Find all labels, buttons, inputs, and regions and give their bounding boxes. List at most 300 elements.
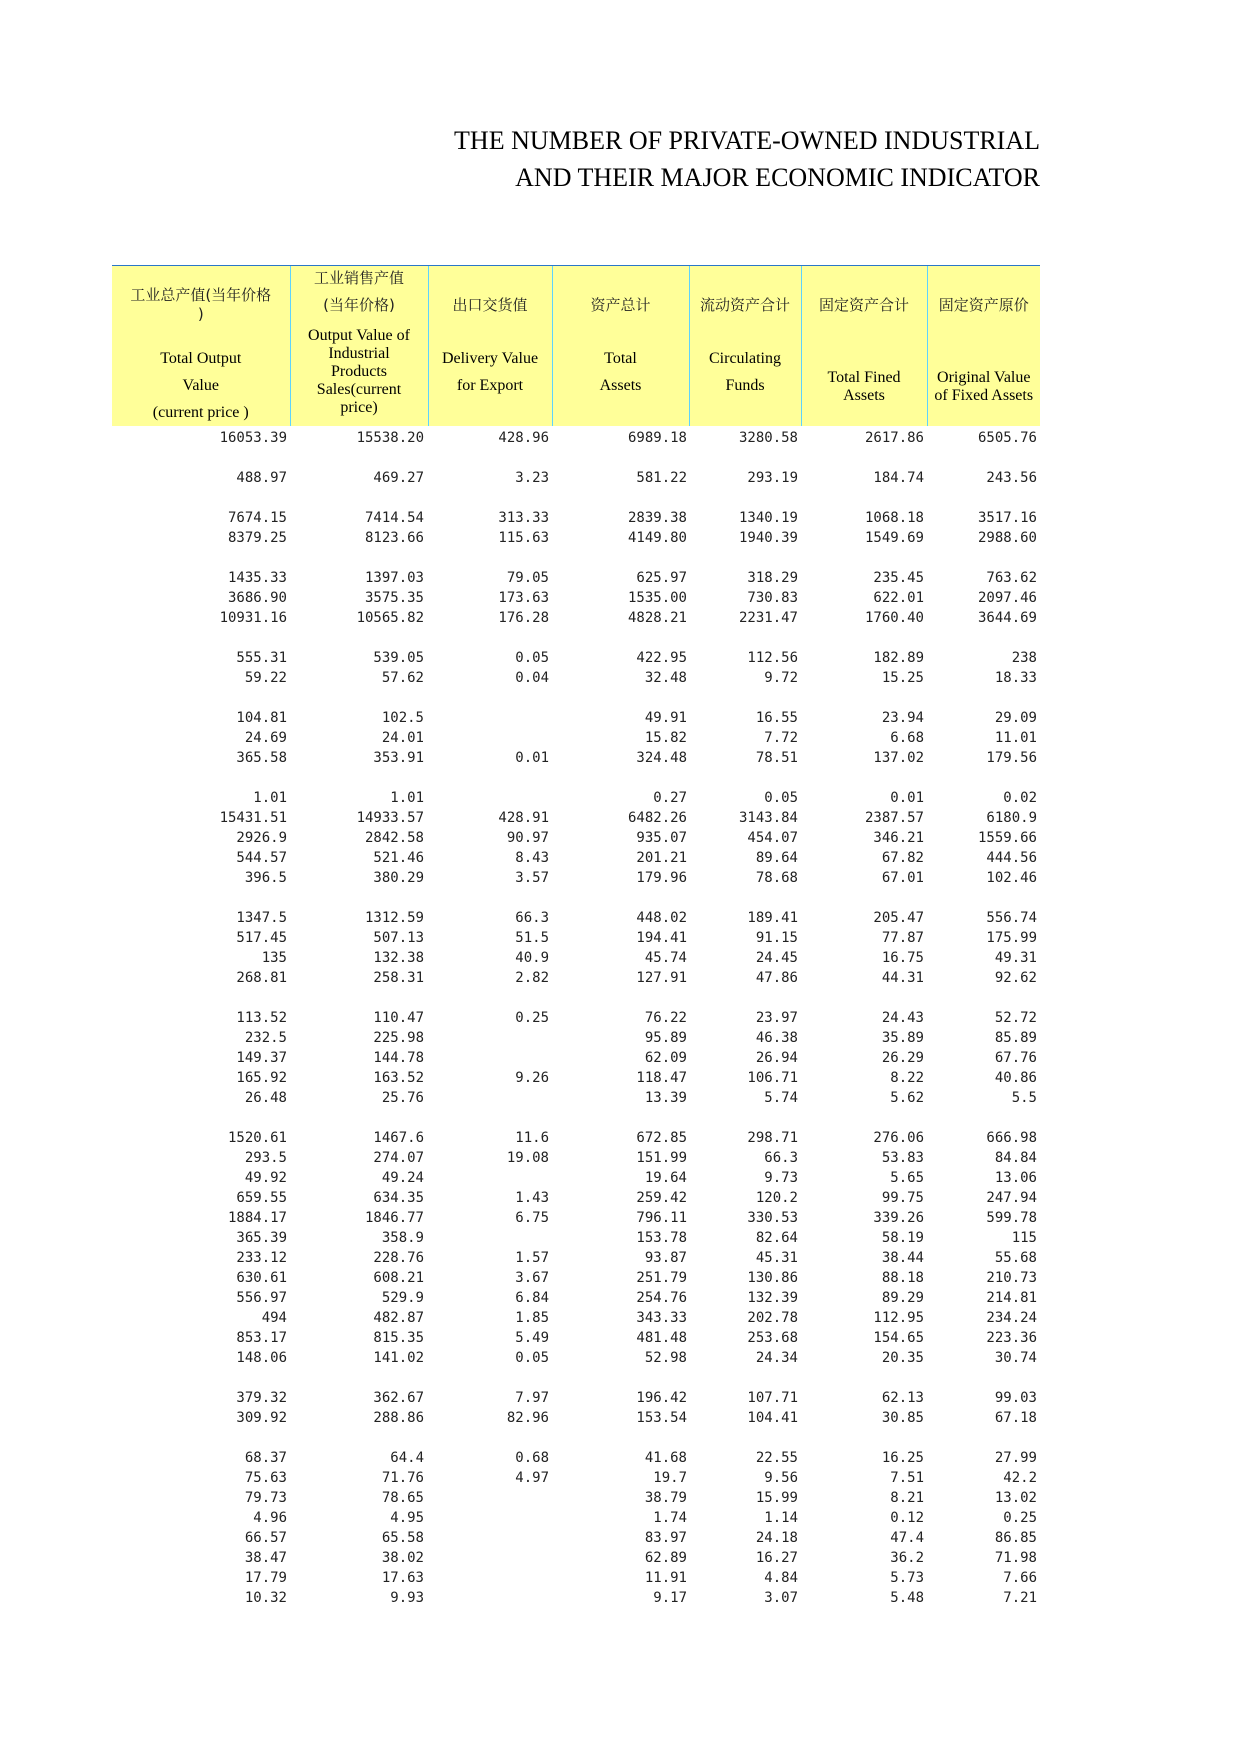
table-cell: 41.68 — [644, 1450, 687, 1466]
table-cell: 66.3 — [515, 910, 549, 926]
table-cell: 815.35 — [373, 1330, 424, 1346]
table-cell: 49.24 — [381, 1170, 424, 1186]
table-cell: 67.76 — [994, 1050, 1037, 1066]
table-cell: 9.93 — [390, 1590, 424, 1606]
table-cell: 67.18 — [994, 1410, 1037, 1426]
table-cell: 82.64 — [755, 1230, 798, 1246]
table-cell: 313.33 — [498, 510, 549, 526]
table-row — [112, 1248, 1040, 1268]
table-cell: 214.81 — [986, 1290, 1037, 1306]
table-cell: 127.91 — [636, 970, 687, 986]
table-cell: 86.85 — [994, 1530, 1037, 1546]
table-cell: 89.29 — [881, 1290, 924, 1306]
table-cell: 18.33 — [994, 670, 1037, 686]
table-cell: 1559.66 — [977, 830, 1037, 846]
table-cell: 318.29 — [747, 570, 798, 586]
table-cell: 3.67 — [515, 1270, 549, 1286]
table-row — [112, 1148, 1040, 1168]
table-cell: 58.19 — [881, 1230, 924, 1246]
table-row — [112, 1068, 1040, 1088]
table-cell: 380.29 — [373, 870, 424, 886]
table-row — [112, 1008, 1040, 1028]
table-cell: 26.48 — [244, 1090, 287, 1106]
table-cell: 118.47 — [636, 1070, 687, 1086]
table-cell: 45.74 — [644, 950, 687, 966]
table-row — [112, 1308, 1040, 1328]
table-row — [112, 1128, 1040, 1148]
table-cell: 29.09 — [994, 710, 1037, 726]
table-cell: 16.55 — [755, 710, 798, 726]
table-cell: 62.09 — [644, 1050, 687, 1066]
table-cell: 2097.46 — [977, 590, 1037, 606]
table-cell: 93.87 — [644, 1250, 687, 1266]
title-line-1: THE NUMBER OF PRIVATE-OWNED INDUSTRIAL — [454, 126, 1040, 155]
table-cell: 0.04 — [515, 670, 549, 686]
table-cell: 15431.51 — [219, 810, 287, 826]
table-cell: 11.6 — [515, 1130, 549, 1146]
table-row — [112, 588, 1040, 608]
table-cell: 175.99 — [986, 930, 1037, 946]
table-cell: 132.39 — [747, 1290, 798, 1306]
table-cell: 10565.82 — [356, 610, 424, 626]
table-cell: 0.01 — [515, 750, 549, 766]
table-cell: 7674.15 — [227, 510, 287, 526]
table-cell: 137.02 — [873, 750, 924, 766]
table-cell — [424, 1028, 549, 1048]
table-cell: 6.84 — [515, 1290, 549, 1306]
table-cell — [424, 708, 549, 728]
table-cell: 25.76 — [381, 1090, 424, 1106]
table-cell: 17.63 — [381, 1570, 424, 1586]
table-cell: 507.13 — [373, 930, 424, 946]
table-cell: 6505.76 — [977, 430, 1037, 446]
table-cell: 182.89 — [873, 650, 924, 666]
table-cell: 581.22 — [636, 470, 687, 486]
table-row — [112, 1568, 1040, 1588]
table-cell: 1435.33 — [227, 570, 287, 586]
table-row — [112, 848, 1040, 868]
table-cell: 62.13 — [881, 1390, 924, 1406]
table-cell: 42.2 — [1003, 1470, 1037, 1486]
table-cell: 6.75 — [515, 1210, 549, 1226]
table-cell: 444.56 — [986, 850, 1037, 866]
table-cell: 448.02 — [636, 910, 687, 926]
table-cell: 89.64 — [755, 850, 798, 866]
table-cell: 555.31 — [236, 650, 287, 666]
table-cell: 9.72 — [764, 670, 798, 686]
table-cell: 630.61 — [236, 1270, 287, 1286]
table-cell: 16.25 — [881, 1450, 924, 1466]
table-cell: 428.96 — [498, 430, 549, 446]
table-cell: 13.02 — [994, 1490, 1037, 1506]
data-table-body — [112, 428, 1040, 1608]
table-cell: 309.92 — [236, 1410, 287, 1426]
table-cell: 1884.17 — [227, 1210, 287, 1226]
table-cell: 2231.47 — [738, 610, 798, 626]
table-cell: 7.21 — [1003, 1590, 1037, 1606]
table-cell: 730.83 — [747, 590, 798, 606]
table-cell: 15.99 — [755, 1490, 798, 1506]
table-cell: 173.63 — [498, 590, 549, 606]
header-original-fixed-assets: 固定资产原价 Original Value of Fixed Assets — [927, 266, 1040, 427]
table-cell: 1535.00 — [627, 590, 687, 606]
table-row — [112, 608, 1040, 628]
table-cell: 7.72 — [764, 730, 798, 746]
table-cell — [424, 1568, 549, 1588]
table-row — [112, 868, 1040, 888]
table-cell: 763.62 — [986, 570, 1037, 586]
table-cell: 599.78 — [986, 1210, 1037, 1226]
table-cell: 113.52 — [236, 1010, 287, 1026]
table-row — [112, 428, 1040, 448]
table-cell: 45.31 — [755, 1250, 798, 1266]
table-cell: 49.91 — [644, 710, 687, 726]
table-cell: 22.55 — [755, 1450, 798, 1466]
table-cell — [424, 1088, 549, 1108]
table-cell: 428.91 — [498, 810, 549, 826]
table-cell: 8.21 — [890, 1490, 924, 1506]
table-cell: 15.82 — [644, 730, 687, 746]
table-cell: 32.48 — [644, 670, 687, 686]
table-row — [112, 828, 1040, 848]
table-row — [112, 1188, 1040, 1208]
table-cell: 4.84 — [764, 1570, 798, 1586]
table-cell: 78.68 — [755, 870, 798, 886]
header-export-delivery: 出口交货值 Delivery Value for Export — [428, 266, 552, 427]
table-cell: 529.9 — [381, 1290, 424, 1306]
table-cell: 521.46 — [373, 850, 424, 866]
table-cell: 68.37 — [244, 1450, 287, 1466]
table-cell: 153.78 — [636, 1230, 687, 1246]
table-cell: 107.71 — [747, 1390, 798, 1406]
table-cell: 1068.18 — [864, 510, 924, 526]
table-cell: 66.3 — [764, 1150, 798, 1166]
table-cell: 115.63 — [498, 530, 549, 546]
table-cell: 0.01 — [890, 790, 924, 806]
table-cell: 15538.20 — [356, 430, 424, 446]
table-cell: 23.94 — [881, 710, 924, 726]
table-cell: 189.41 — [747, 910, 798, 926]
table-cell: 53.83 — [881, 1150, 924, 1166]
table-cell: 6180.9 — [986, 810, 1037, 826]
table-cell: 95.89 — [644, 1030, 687, 1046]
table-cell: 796.11 — [636, 1210, 687, 1226]
table-row — [112, 468, 1040, 488]
table-cell: 30.74 — [994, 1350, 1037, 1366]
table-row — [112, 1528, 1040, 1548]
table-cell — [424, 1168, 549, 1188]
table-row — [112, 1028, 1040, 1048]
table-cell: 30.85 — [881, 1410, 924, 1426]
table-cell: 78.65 — [381, 1490, 424, 1506]
table-cell: 5.49 — [515, 1330, 549, 1346]
table-cell: 2988.60 — [977, 530, 1037, 546]
table-cell: 5.48 — [890, 1590, 924, 1606]
table-cell — [424, 1228, 549, 1248]
table-cell: 544.57 — [236, 850, 287, 866]
table-row — [112, 648, 1040, 668]
table-cell: 1.01 — [253, 790, 287, 806]
table-cell — [424, 1508, 549, 1528]
table-row — [112, 1228, 1040, 1248]
table-cell: 102.5 — [381, 710, 424, 726]
table-cell — [424, 1528, 549, 1548]
table-cell: 144.78 — [373, 1050, 424, 1066]
table-cell: 2617.86 — [864, 430, 924, 446]
table-cell: 3575.35 — [364, 590, 424, 606]
table-cell: 19.08 — [506, 1150, 549, 1166]
table-cell: 23.97 — [755, 1010, 798, 1026]
table-cell: 247.94 — [986, 1190, 1037, 1206]
title-line-2: AND THEIR MAJOR ECONOMIC INDICATOR — [515, 163, 1040, 192]
table-cell: 1467.6 — [373, 1130, 424, 1146]
table-cell: 288.86 — [373, 1410, 424, 1426]
table-cell: 1.74 — [653, 1510, 687, 1526]
table-cell: 358.9 — [381, 1230, 424, 1246]
table-cell: 268.81 — [236, 970, 287, 986]
table-cell: 608.21 — [373, 1270, 424, 1286]
table-cell: 62.89 — [644, 1550, 687, 1566]
table-cell: 5.5 — [1011, 1090, 1037, 1106]
table-row — [112, 528, 1040, 548]
table-cell: 0.12 — [890, 1510, 924, 1526]
table-row — [112, 948, 1040, 968]
table-cell: 10.32 — [244, 1590, 287, 1606]
table-cell: 82.96 — [506, 1410, 549, 1426]
table-cell: 135 — [261, 950, 287, 966]
table-cell: 235.45 — [873, 570, 924, 586]
table-cell: 539.05 — [373, 650, 424, 666]
table-cell: 16.27 — [755, 1550, 798, 1566]
table-cell: 38.44 — [881, 1250, 924, 1266]
table-cell — [424, 1488, 549, 1508]
table-cell: 1846.77 — [364, 1210, 424, 1226]
table-cell: 274.07 — [373, 1150, 424, 1166]
table-cell: 259.42 — [636, 1190, 687, 1206]
table-cell: 3.23 — [515, 470, 549, 486]
table-cell: 6482.26 — [627, 810, 687, 826]
table-cell: 75.63 — [244, 1470, 287, 1486]
table-cell: 7.51 — [890, 1470, 924, 1486]
table-cell: 55.68 — [994, 1250, 1037, 1266]
table-cell: 362.67 — [373, 1390, 424, 1406]
table-cell: 24.34 — [755, 1350, 798, 1366]
table-cell: 27.99 — [994, 1450, 1037, 1466]
table-cell: 57.62 — [381, 670, 424, 686]
table-cell: 92.62 — [994, 970, 1037, 986]
table-row — [112, 808, 1040, 828]
table-cell — [424, 728, 549, 748]
table-cell: 2842.58 — [364, 830, 424, 846]
table-cell: 935.07 — [636, 830, 687, 846]
table-cell: 853.17 — [236, 1330, 287, 1346]
table-cell: 59.22 — [244, 670, 287, 686]
table-cell: 38.79 — [644, 1490, 687, 1506]
table-cell: 1.85 — [515, 1310, 549, 1326]
table-cell: 26.29 — [881, 1050, 924, 1066]
table-cell: 396.5 — [244, 870, 287, 886]
table-row — [112, 1408, 1040, 1428]
table-cell: 258.31 — [373, 970, 424, 986]
table-cell: 4.95 — [390, 1510, 424, 1526]
table-cell: 365.39 — [236, 1230, 287, 1246]
header-circulating-funds: 流动资产合计 Circulating Funds — [689, 266, 801, 427]
table-row — [112, 1088, 1040, 1108]
table-cell: 298.71 — [747, 1130, 798, 1146]
table-cell: 16053.39 — [219, 430, 287, 446]
table-row — [112, 1548, 1040, 1568]
table-cell: 1347.5 — [236, 910, 287, 926]
table-cell: 19.64 — [644, 1170, 687, 1186]
table-cell: 83.97 — [644, 1530, 687, 1546]
table-cell: 85.89 — [994, 1030, 1037, 1046]
table-cell: 71.98 — [994, 1550, 1037, 1566]
table-cell: 205.47 — [873, 910, 924, 926]
table-cell: 20.35 — [881, 1350, 924, 1366]
table-cell: 5.74 — [764, 1090, 798, 1106]
table-cell: 154.65 — [873, 1330, 924, 1346]
table-cell: 112.56 — [747, 650, 798, 666]
table-cell: 15.25 — [881, 670, 924, 686]
table-cell: 330.53 — [747, 1210, 798, 1226]
table-cell: 52.98 — [644, 1350, 687, 1366]
table-cell: 293.19 — [747, 470, 798, 486]
table-cell: 3644.69 — [977, 610, 1037, 626]
table-cell: 66.57 — [244, 1530, 287, 1546]
table-cell: 19.7 — [653, 1470, 687, 1486]
table-cell: 151.99 — [636, 1150, 687, 1166]
table-cell: 454.07 — [747, 830, 798, 846]
table-cell: 233.12 — [236, 1250, 287, 1266]
table-cell: 634.35 — [373, 1190, 424, 1206]
table-cell: 24.01 — [381, 730, 424, 746]
table-cell: 112.95 — [873, 1310, 924, 1326]
table-cell: 8.43 — [515, 850, 549, 866]
header-sales-output: 工业销售产值 (当年价格) Output Value of Industrial Products Sales(current price) — [290, 266, 428, 427]
table-cell: 44.31 — [881, 970, 924, 986]
table-cell: 26.94 — [755, 1050, 798, 1066]
table-cell: 1.43 — [515, 1190, 549, 1206]
table-row — [112, 1328, 1040, 1348]
table-cell: 179.56 — [986, 750, 1037, 766]
table-cell — [424, 1548, 549, 1568]
table-cell: 202.78 — [747, 1310, 798, 1326]
table-cell: 102.46 — [986, 870, 1037, 886]
table-cell: 77.87 — [881, 930, 924, 946]
table-cell: 210.73 — [986, 1270, 1037, 1286]
table-cell: 13.39 — [644, 1090, 687, 1106]
table-cell: 51.5 — [515, 930, 549, 946]
column-header — [112, 265, 1040, 426]
table-row — [112, 908, 1040, 928]
table-row — [112, 1508, 1040, 1528]
table-cell: 132.38 — [373, 950, 424, 966]
table-cell: 5.62 — [890, 1090, 924, 1106]
table-cell: 494 — [261, 1310, 287, 1326]
table-cell: 353.91 — [373, 750, 424, 766]
table-cell: 2387.57 — [864, 810, 924, 826]
table-row — [112, 968, 1040, 988]
table-cell: 40.86 — [994, 1070, 1037, 1086]
table-cell: 4.96 — [253, 1510, 287, 1526]
table-cell: 52.72 — [994, 1010, 1037, 1026]
table-cell: 165.92 — [236, 1070, 287, 1086]
table-cell: 234.24 — [986, 1310, 1037, 1326]
table-cell: 666.98 — [986, 1130, 1037, 1146]
table-cell: 0.27 — [653, 790, 687, 806]
table-row — [112, 788, 1040, 808]
table-cell: 184.74 — [873, 470, 924, 486]
header-total-fixed-assets: 固定资产合计 Total Fined Assets — [801, 266, 927, 427]
table-cell: 0.05 — [764, 790, 798, 806]
table-cell: 14933.57 — [356, 810, 424, 826]
table-cell: 65.58 — [381, 1530, 424, 1546]
table-cell: 223.36 — [986, 1330, 1037, 1346]
table-row — [112, 1168, 1040, 1188]
table-row — [112, 1448, 1040, 1468]
table-cell: 8123.66 — [364, 530, 424, 546]
table-cell: 11.91 — [644, 1570, 687, 1586]
table-cell: 659.55 — [236, 1190, 287, 1206]
table-row — [112, 708, 1040, 728]
table-row — [112, 1048, 1040, 1068]
table-cell: 71.76 — [381, 1470, 424, 1486]
table-row — [112, 728, 1040, 748]
table-row — [112, 1268, 1040, 1288]
table-cell: 11.01 — [994, 730, 1037, 746]
table-cell: 556.74 — [986, 910, 1037, 926]
table-row — [112, 1208, 1040, 1228]
table-cell: 556.97 — [236, 1290, 287, 1306]
table-cell: 64.4 — [390, 1450, 424, 1466]
table-cell: 84.84 — [994, 1150, 1037, 1166]
table-cell: 120.2 — [755, 1190, 798, 1206]
table-cell: 201.21 — [636, 850, 687, 866]
table-cell: 36.2 — [890, 1550, 924, 1566]
table-cell: 176.28 — [498, 610, 549, 626]
table-cell: 6.68 — [890, 730, 924, 746]
table-cell: 149.37 — [236, 1050, 287, 1066]
table-row — [112, 1588, 1040, 1608]
table-cell: 243.56 — [986, 470, 1037, 486]
table-row — [112, 568, 1040, 588]
table-cell: 49.92 — [244, 1170, 287, 1186]
table-row — [112, 928, 1040, 948]
table-cell: 254.76 — [636, 1290, 687, 1306]
table-cell: 38.02 — [381, 1550, 424, 1566]
table-cell: 2.82 — [515, 970, 549, 986]
table-cell: 8379.25 — [227, 530, 287, 546]
table-cell: 622.01 — [873, 590, 924, 606]
table-cell: 24.43 — [881, 1010, 924, 1026]
table-cell: 194.41 — [636, 930, 687, 946]
table-cell: 1520.61 — [227, 1130, 287, 1146]
table-cell: 24.18 — [755, 1530, 798, 1546]
table-cell: 67.82 — [881, 850, 924, 866]
table-cell: 3143.84 — [738, 810, 798, 826]
table-cell: 228.76 — [373, 1250, 424, 1266]
table-cell: 35.89 — [881, 1030, 924, 1046]
table-cell: 251.79 — [636, 1270, 687, 1286]
table-row — [112, 1348, 1040, 1368]
table-cell: 79.05 — [506, 570, 549, 586]
table-cell: 46.38 — [755, 1030, 798, 1046]
table-cell: 9.17 — [653, 1590, 687, 1606]
table-cell: 91.15 — [755, 930, 798, 946]
table-cell: 179.96 — [636, 870, 687, 886]
table-row — [112, 1488, 1040, 1508]
table-row — [112, 1388, 1040, 1408]
